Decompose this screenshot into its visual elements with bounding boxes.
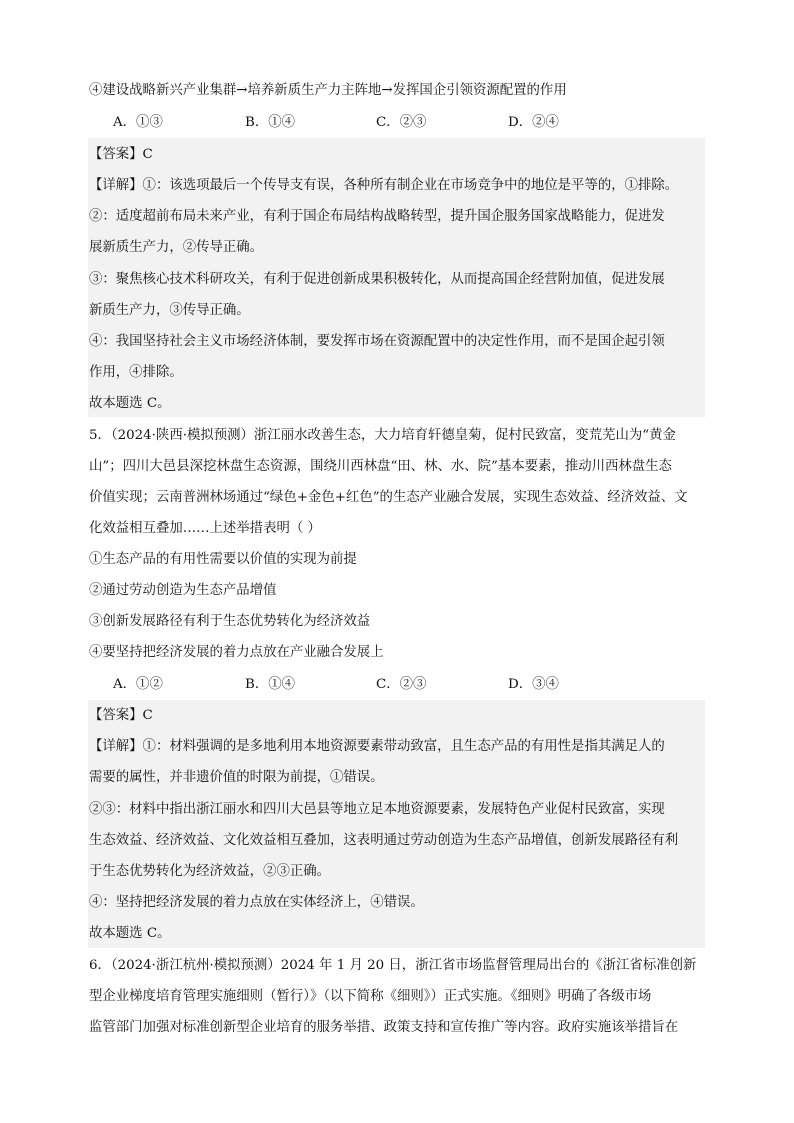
q4-detail-line: ②：适度超前布局未来产业，有利于国企布局结构战略转型，提升国企服务国家战略能力，促进发 <box>89 209 665 224</box>
q5-option-b: B．①④ <box>245 677 296 692</box>
q4-detail-line: 作用，④排除。 <box>89 365 183 380</box>
q4-detail-line: ③：聚焦核心技术科研攻关，有利于促进创新成果积极转化，从而提高国企经营附加值，促进发展 <box>89 272 665 287</box>
q4-answer: 【答案】C <box>89 147 153 162</box>
q4-detail-line: 新质生产力，③传导正确。 <box>89 303 250 318</box>
q5-item-4: ④要坚持把经济发展的着力点放在产业融合发展上 <box>89 645 384 660</box>
q4-option-d: D．②④ <box>508 115 559 130</box>
q5-detail-line: 生态效益、经济效益、文化效益相互叠加，这表明通过劳动创造为生态产品增值，创新发展路径有利 <box>89 833 679 848</box>
q5-option-a: A．①② <box>113 677 163 692</box>
q4-detail-line: 展新质生产力，②传导正确。 <box>89 240 264 255</box>
q4-option-a: A．①③ <box>113 115 163 130</box>
q6-stem-line: 型企业梯度培育管理实施细则（暂行）》（以下简称《细则》）正式实施。《细则》明确了各级市场 <box>89 989 652 1004</box>
q5-stem-line: 5．（2024·陕西·模拟预测）浙江丽水改善生态，大力培育轩德皇菊，促村民致富，变荒芜山为“黄金 <box>89 428 676 443</box>
q5-detail-line: 【详解】①：材料强调的是多地利用本地资源要素带动致富，且生态产品的有用性是指其满足人的 <box>89 739 665 754</box>
q5-option-d: D．③④ <box>508 677 559 692</box>
q5-detail-line: 需要的属性，并非遗价值的时限为前提，①错误。 <box>89 770 384 785</box>
q4-detail-line: ④：我国坚持社会主义市场经济体制，要发挥市场在资源配置中的决定性作用，而不是国企起引领 <box>89 334 665 349</box>
q5-stem-line: 价值实现；云南普洲林场通过“绿色+金色+红色”的生态产业融合发展，实现生态效益、经济效益、文 <box>89 490 688 505</box>
q5-option-c: C．②③ <box>376 677 427 692</box>
q5-detail-line: 于生态优势转化为经济效益，②③正确。 <box>89 864 331 879</box>
q6-stem-line: 6．（2024·浙江杭州·模拟预测）2024 年 1 月 20 日，浙江省市场监督管理局出台的《浙江省标准创新 <box>89 958 697 973</box>
q5-answer: 【答案】C <box>89 708 153 723</box>
q5-stem-line: 山”；四川大邑县深挖林盘生态资源，围绕川西林盘“田、林、水、院”基本要素，推动川西林盘生态 <box>89 459 672 474</box>
q4-option-c: C．②③ <box>376 115 427 130</box>
q4-conclusion: 故本题选 C。 <box>89 396 171 411</box>
q4-detail-line: 【详解】①：该选项最后一个传导支有误，各种所有制企业在市场竞争中的地位是平等的，①排除。 <box>89 178 679 193</box>
q4-item-4: ④建设战略新兴产业集群→培养新质生产力主阵地→发挥国企引领资源配置的作用 <box>89 83 567 98</box>
q5-item-2: ②通过劳动创造为生态产品增值 <box>89 583 277 598</box>
q5-item-1: ①生态产品的有用性需要以价值的实现为前提 <box>89 552 357 567</box>
q5-conclusion: 故本题选 C。 <box>89 926 171 941</box>
q4-option-b: B．①④ <box>245 115 296 130</box>
q5-item-3: ③创新发展路径有利于生态优势转化为经济效益 <box>89 614 371 629</box>
q5-detail-line: ④：坚持把经济发展的着力点放在实体经济上，④错误。 <box>89 895 424 910</box>
q5-stem-line: 化效益相互叠加……上述举措表明（ ） <box>89 521 321 536</box>
q6-stem-line: 监管部门加强对标准创新型企业培育的服务举措、政策支持和宣传推广等内容。政府实施该举措旨在 <box>89 1020 679 1035</box>
q5-detail-line: ②③：材料中指出浙江丽水和四川大邑县等地立足本地资源要素，发展特色产业促村民致富，实现 <box>89 802 665 817</box>
